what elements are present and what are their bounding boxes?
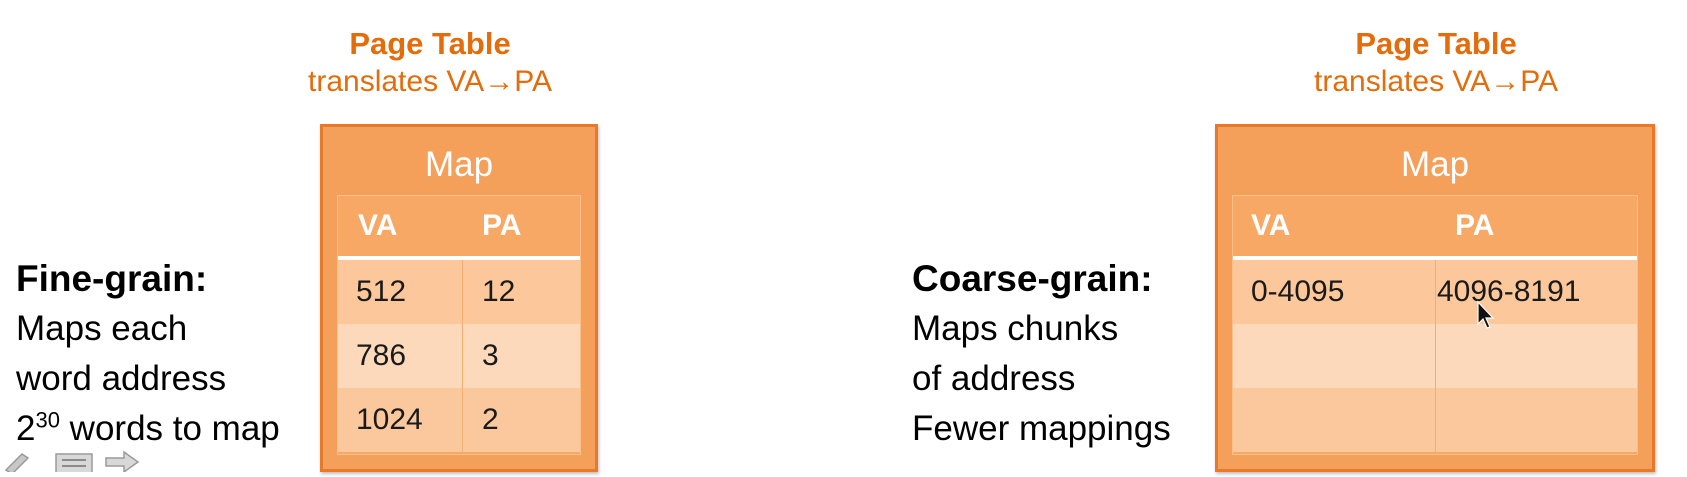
right-header-pa: PA	[1455, 209, 1495, 242]
left-header-pa: PA	[482, 209, 522, 242]
slide-toolbar	[0, 448, 150, 472]
coarse-grain-heading: Coarse-grain:	[912, 258, 1153, 299]
fine-grain-line-3	[16, 404, 280, 454]
coarse-grain-description	[912, 254, 1171, 454]
left-va-cell: 1024	[356, 403, 423, 436]
left-pa-cell: 2	[482, 403, 499, 436]
left-pa-cell: 3	[482, 339, 499, 372]
left-column-divider	[462, 260, 463, 454]
fine-grain-line-1: Maps each	[16, 309, 188, 348]
left-page-table-subtitle: translates VA→PA	[308, 65, 552, 98]
fine-grain-description	[16, 254, 280, 454]
left-map-table	[337, 195, 581, 455]
mouse-pointer-icon	[1476, 300, 1496, 330]
right-va-cell: 0-4095	[1251, 275, 1345, 308]
coarse-grain-line-3: Fewer mappings	[912, 409, 1171, 448]
right-column-divider	[1435, 260, 1436, 454]
left-page-table-title: Page Table	[349, 26, 511, 61]
left-page-table-title-block	[270, 26, 590, 102]
left-page-table-box	[320, 124, 598, 472]
right-pa-cell: 4096-8191	[1437, 275, 1581, 308]
next-arrow-icon[interactable]	[106, 452, 138, 472]
coarse-grain-line-2: of address	[912, 359, 1076, 398]
table-row	[338, 324, 580, 389]
right-page-table-title: Page Table	[1355, 26, 1517, 61]
power-base: 2	[16, 409, 36, 448]
right-map-label: Map	[1400, 145, 1470, 184]
left-pa-cell: 12	[482, 275, 516, 308]
left-table-header	[338, 196, 580, 260]
right-header-va: VA	[1251, 209, 1291, 242]
left-va-cell: 512	[356, 275, 407, 308]
right-page-table-box	[1215, 124, 1655, 472]
right-page-table-title-block	[1276, 26, 1596, 102]
coarse-grain-line-1: Maps chunks	[912, 309, 1119, 348]
right-page-table-subtitle: translates VA→PA	[1314, 65, 1558, 98]
table-row	[338, 260, 580, 325]
slide-toolbar-icons	[0, 448, 150, 472]
left-map-label: Map	[424, 145, 494, 184]
slide-menu-icon[interactable]	[56, 454, 92, 472]
fine-grain-line-2: word address	[16, 359, 227, 398]
fine-grain-heading: Fine-grain:	[16, 258, 208, 299]
words-to-map-text: words to map	[59, 409, 280, 448]
power-exponent: 30	[35, 407, 60, 433]
right-map-table	[1232, 195, 1638, 455]
right-table-header	[1233, 196, 1637, 260]
left-header-va: VA	[358, 209, 398, 242]
table-row	[338, 388, 580, 452]
pen-icon[interactable]	[6, 454, 28, 472]
left-va-cell: 786	[356, 339, 407, 372]
